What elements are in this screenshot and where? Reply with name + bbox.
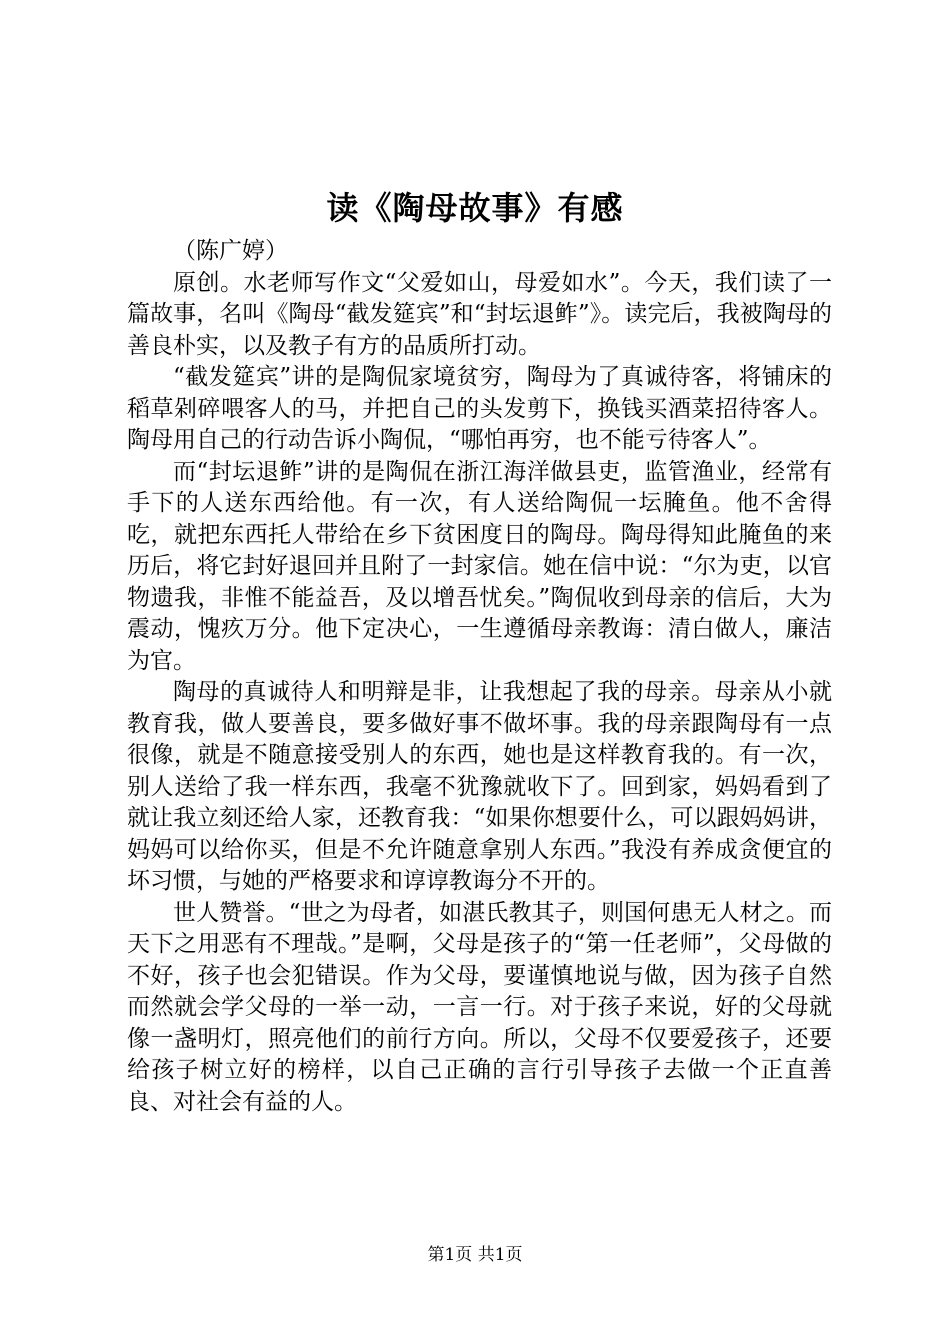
document-body <box>127 236 832 1118</box>
paragraph-5: 世人赞誉。“世之为母者，如湛氏教其子，则国何患无人材之。而天下之用恶有不理哉。”是啊，父母是孩子的“第一任老师”，父母做的不好，孩子也会犯错误。作为父母，要谨慎地说与做，因为孩子自然而然就会学父母的一举一动，一言一行。对于孩子来说，好的父母就像一盏明灯，照亮他们的前行方向。所以，父母不仅要爱孩子，还要给孩子树立好的榜样，以自己正确的言行引导孩子去做一个正直善良、对社会有益的人。 <box>127 899 832 1115</box>
paragraph-1: 原创。水老师写作文“父爱如山，母爱如水”。今天，我们读了一篇故事，名叫《陶母“截发筵宾”和“封坛退鲊”》。读完后，我被陶母的善良朴实，以及教子有方的品质所打动。 <box>127 269 832 359</box>
paragraph-2: “截发筵宾”讲的是陶侃家境贫穷，陶母为了真诚待客，将铺床的稻草剁碎喂客人的马，并把自己的头发剪下，换钱买酒菜招待客人。陶母用自己的行动告诉小陶侃，“哪怕再穷，也不能亏待客人”。 <box>127 364 832 453</box>
document-title: 读《陶母故事》有感 <box>326 189 624 227</box>
paragraph-3: 而“封坛退鲊”讲的是陶侃在浙江海洋做县吏，监管渔业，经常有手下的人送东西给他。有一次，有人送给陶侃一坛腌鱼。他不舍得吃，就把东西托人带给在乡下贫困度日的陶母。陶母得知此腌鱼的来历后，将它封好退回并且附了一封家信。她在信中说：“尔为吏，以官物遗我，非惟不能益吾，及以增吾忧矣。”陶侃收到母亲的信后，大为震动，愧疚万分。他下定决心，一生遵循母亲教诲：清白做人，廉洁为官。 <box>127 458 832 674</box>
page-footer: 第1页 共1页 <box>427 1245 523 1265</box>
paragraph-4: 陶母的真诚待人和明辩是非，让我想起了我的母亲。母亲从小就教育我，做人要善良，要多做好事不做坏事。我的母亲跟陶母有一点很像，就是不随意接受别人的东西，她也是这样教育我的。有一次，别人送给了我一样东西，我毫不犹豫就收下了。回到家，妈妈看到了就让我立刻还给人家，还教育我：“如果你想要什么，可以跟妈妈讲，妈妈可以给你买，但是不允许随意拿别人东西。”我没有养成贪便宜的坏习惯，与她的严格要求和谆谆教诲分不开的。 <box>127 679 832 894</box>
author-line: （陈广婷） <box>173 238 288 264</box>
